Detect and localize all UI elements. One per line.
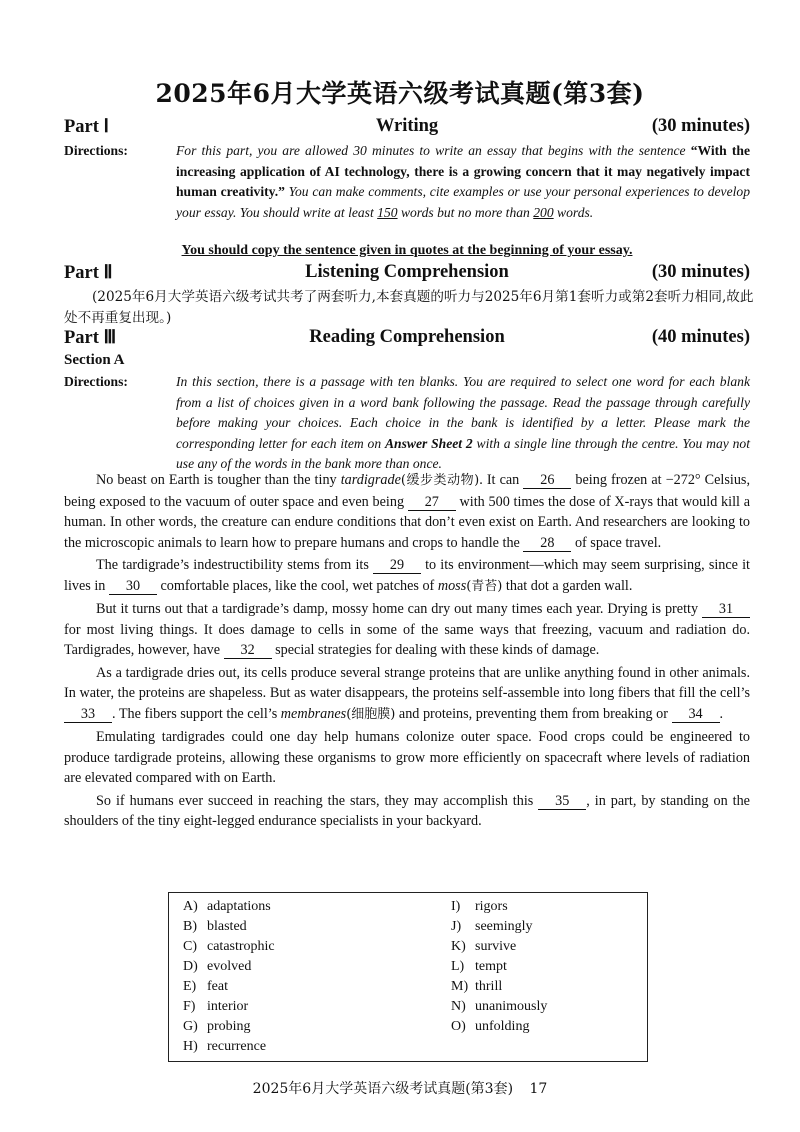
blank-34[interactable]: 34 xyxy=(672,707,720,723)
blank-26[interactable]: 26 xyxy=(523,473,571,489)
word-bank-item[interactable]: C) catastrophic xyxy=(183,939,275,954)
section-a-heading: Section A xyxy=(64,352,125,368)
word-bank-left-column xyxy=(183,897,275,1057)
word-bank-item[interactable]: K) survive xyxy=(451,939,517,954)
part3-directions xyxy=(64,372,750,475)
paragraph-5: Emulating tardigrades could one day help humans colonize outer space. Food crops could be engineered to produce tardigrade proteins, allowing these organisms to grow more efficiently on spacecraft where levels of radiation are elevated compared with on Earth. xyxy=(64,729,750,786)
directions-text: words but no more than xyxy=(397,204,534,220)
part2-note: (2025年6月大学英语六级考试共考了两套听力,本套真题的听力与2025年6月第1套听力或第2套听力相同,故此处不再重复出现。) xyxy=(64,289,754,326)
part1-name: Writing xyxy=(375,116,439,136)
part3-time: (40 minutes) xyxy=(651,327,750,347)
directions-text: For this part, you are allowed 30 minutes to write an essay that begins with the sentence xyxy=(176,143,686,158)
blank-30[interactable]: 30 xyxy=(109,579,157,595)
word-bank-item[interactable]: H) recurrence xyxy=(183,1039,267,1054)
answer-sheet-ref: Answer Sheet 2 xyxy=(384,435,473,451)
blank-27[interactable]: 27 xyxy=(408,495,456,511)
page-footer xyxy=(0,1078,800,1098)
paragraph-4: As a tardigrade dries out, its cells produce several strange proteins that are unlike anything found in other animals. In water, the proteins are shapeless. But as water disappears, the proteins self-assemble into long fibers that fill the cell’s 33 . The fibers support the cell’s membranes(细胞膜) and proteins, preventing them from breaking or 34 . xyxy=(64,664,750,722)
blank-32[interactable]: 32 xyxy=(224,643,272,659)
word-bank-item[interactable]: M) thrill xyxy=(451,979,503,994)
directions-text: words. xyxy=(553,204,594,220)
directions-text: with a single line through the centre. You may not use any of the words in the bank more than once. xyxy=(176,435,750,471)
word-bank xyxy=(168,892,648,1062)
word-bank-item[interactable]: E) feat xyxy=(183,979,228,994)
term-tardigrade: tardigrade xyxy=(340,472,401,488)
word-bank-item[interactable]: A) adaptations xyxy=(183,899,271,914)
word-bank-right-column xyxy=(451,897,547,1037)
directions-text: In this section, there is a passage with ten blanks. You are required to select one word for each blank from a list of choices given in a word bank following the passage. Read the passage through carefully before making your choices. Each choice in the bank is identified by a letter. Please mark the corresponding letter for each item on xyxy=(176,374,750,451)
directions-label: Directions: xyxy=(64,374,128,389)
part2-name: Listening Comprehension xyxy=(305,262,509,282)
part3-header xyxy=(64,327,750,351)
min-words: 150 xyxy=(377,204,398,220)
blank-28[interactable]: 28 xyxy=(523,536,571,552)
term-membranes: membranes xyxy=(280,705,347,722)
word-bank-item[interactable]: I) rigors xyxy=(451,899,508,914)
word-bank-item[interactable]: G) probing xyxy=(183,1019,251,1034)
word-bank-item[interactable]: D) evolved xyxy=(183,959,252,974)
word-bank-item[interactable]: F) interior xyxy=(183,999,249,1014)
copy-sentence-note: You should copy the sentence given in quotes at the beginning of your essay. xyxy=(181,243,633,258)
directions-text: You can make comments, cite examples or use your personal experiences to develop your essay. You should write at least xyxy=(176,184,750,220)
page-number: 17 xyxy=(529,1081,548,1097)
word-bank-item[interactable]: O) unfolding xyxy=(451,1019,530,1034)
part3-name: Reading Comprehension xyxy=(309,327,505,347)
reading-passage xyxy=(64,470,750,834)
part1-directions xyxy=(64,141,750,223)
part3-label: Part Ⅲ xyxy=(64,328,117,348)
part1-time: (30 minutes) xyxy=(651,116,750,136)
blank-35[interactable]: 35 xyxy=(538,794,586,810)
paragraph-1: No beast on Earth is tougher than the tiny tardigrade(缓步类动物). It can 26 being frozen at −272° Celsius, being exposed to the vacuum of outer space and even being 27 with 500 times the dose of X-rays that would kill a human. In other words, the creature can endure conditions that don’t even exist on Earth. And researchers are looking to the microscopic animals to learn how to prepare humans and crops to handle the 28 of space travel. xyxy=(64,472,750,551)
blank-33[interactable]: 33 xyxy=(64,707,112,723)
part2-header xyxy=(64,262,750,286)
paragraph-2: The tardigrade’s indestructibility stems from its 29 to its environment—which may seem surprising, since it lives in 30 comfortable places, like the cool, wet patches of moss(青苔) that dot a garden wall. xyxy=(64,557,750,594)
directions-label: Directions: xyxy=(64,143,128,158)
word-bank-item[interactable]: J) seemingly xyxy=(451,919,533,934)
blank-29[interactable]: 29 xyxy=(373,558,421,574)
footer-title: 2025年6月大学英语六级考试真题(第3套) xyxy=(252,1081,514,1097)
page-title: 2025年6月大学英语六级考试真题(第3套) xyxy=(155,79,645,108)
part2-label: Part Ⅱ xyxy=(64,263,113,283)
word-bank-item[interactable]: B) blasted xyxy=(183,919,247,934)
paragraph-6: So if humans ever succeed in reaching the stars, they may accomplish this 35 , in part, by standing on the shoulders of the tiny eight-legged endurance specialists in your backyard. xyxy=(64,792,750,829)
word-bank-item[interactable]: L) tempt xyxy=(451,959,507,974)
paragraph-3: But it turns out that a tardigrade’s damp, mossy home can dry out many times each year. Drying is pretty 31 for most living things. It does damage to cells in some of the same ways that freezing, vacuum and radiation do. Tardigrades, however, have 32 special strategies for dealing with these kinds of damage. xyxy=(64,601,750,658)
part1-header xyxy=(64,116,750,140)
blank-31[interactable]: 31 xyxy=(702,602,750,618)
max-words: 200 xyxy=(533,204,554,220)
essay-prompt: “With the increasing application of AI technology, there is a growing concern that it may negatively impact human creativity.” xyxy=(176,143,751,199)
part2-time: (30 minutes) xyxy=(651,262,750,282)
part1-label: Part Ⅰ xyxy=(64,117,110,137)
word-bank-item[interactable]: N) unanimously xyxy=(451,999,548,1014)
term-moss: moss xyxy=(437,577,467,594)
